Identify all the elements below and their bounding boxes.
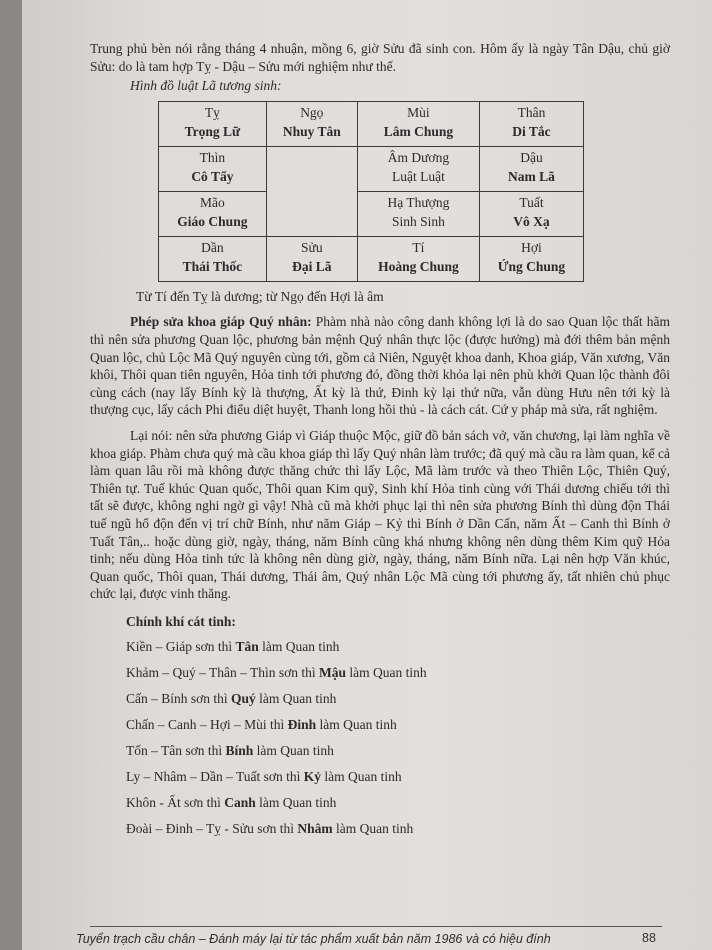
cell-branch: Dậu [520,149,543,165]
table-cell [266,236,357,281]
table-cell [357,101,479,146]
cell-branch: Dần [201,239,224,255]
cell-pitch: Nam Lã [508,168,555,184]
cell-branch: Thìn [199,149,226,165]
cell-branch: Tí [412,239,425,255]
luat-la-table [158,101,584,282]
star-suffix: làm Quan tinh [346,665,427,681]
table-row [159,191,584,236]
star-list-item [126,790,670,816]
table-cell [479,101,583,146]
table-cell [357,146,479,191]
star-prefix: Khảm – Quý – Thân – Thìn sơn thì [126,665,320,681]
table-caption: Hình đồ luật Lã tương sinh: [130,78,282,94]
star-suffix: làm Quan tinh [316,717,397,733]
table-cell [479,236,583,281]
star-list [90,634,670,842]
star-key: Quý [231,691,256,707]
table-cell [479,146,583,191]
star-list-item [126,634,670,660]
star-suffix: làm Quan tinh [321,769,402,785]
cell-branch: Mão [200,194,225,210]
star-prefix: Cấn – Bính sơn thì [126,691,232,707]
book-page [22,0,712,950]
star-prefix: Chấn – Canh – Hợi – Mùi thì [126,717,288,733]
cell-pitch: Hoàng Chung [378,258,459,274]
cell-branch: Ngọ [300,104,324,120]
star-list-item [126,816,670,842]
star-prefix: Tốn – Tân sơn thì [126,743,226,759]
star-key: Tân [235,639,259,655]
footer-divider [90,926,662,927]
table-cell [159,146,267,191]
table-cell [357,191,479,236]
table-row [159,146,584,191]
page-footer: Tuyển trạch cầu chân – Đánh máy lại từ tác phẩm xuất bản năm 1986 và có hiệu đính [76,932,551,946]
star-key: Kỷ [303,769,322,785]
star-suffix: làm Quan tinh [255,691,337,707]
cell-pitch: Luật Luật [391,168,445,184]
paragraph-lead: Phép sửa khoa giáp Quý nhân: [130,314,312,330]
cell-pitch: Thái Thốc [182,258,243,274]
star-suffix: làm Quan tinh [258,639,340,655]
page-content [90,40,670,842]
range-note: Từ Tí đến Tỵ là dương; từ Ngọ đến Hợi là âm [136,288,384,304]
cell-branch: Mùi [407,104,430,120]
star-list-item [126,764,670,790]
star-key: Canh [224,795,256,811]
star-suffix: làm Quan tinh [253,743,334,759]
star-prefix: Đoài – Đinh – Tỵ - Sửu sơn thì [126,821,298,837]
cell-pitch: Lâm Chung [383,123,454,139]
table-cell [479,191,583,236]
star-key: Nhâm [297,821,333,837]
star-suffix: làm Quan tinh [332,821,414,837]
page-number: 88 [642,931,656,945]
table-cell [159,191,267,236]
cell-branch: Hạ Thượng [387,194,450,210]
table-cell [266,101,357,146]
cell-pitch: Ứng Chung [497,258,566,274]
paragraph-body: Phàm nhà nào công danh không lợi là do sao Quan lộc thất hãm thì nên sửa phương Quan lộc, phương bản mệnh Quý nhân thực lộc (được hưởng) mà đới thêm bản mệnh Quan lộc, chủ Lộc Mã Quý nguyên cùng tới, gồm cả Niên, Nguyệt khoa danh, Khoa giáp, Văn xương, Văn khôi, Thôi quan tiên nguyên, Hỏa tinh tới phương đó, đồng thời khỏa lại nên phù khởi Quan lộc thành đôi cùng cách (nay lấy Bính kỳ là thượng, Ất kỳ là thứ, Đinh kỳ lại thứ nữa, vẫn dùng Hưu nên tới kỳ là thượng cục, lấy cách Phi điểu diệt huyệt, Thanh long hồi thủ - là cách cát. Cứ y pháp mà sửa, rất nghiệm. [90,314,670,418]
cell-pitch: Đại Lã [292,258,332,274]
star-prefix: Kiền – Giáp sơn thì [126,639,236,655]
star-list-item [126,686,670,712]
star-prefix: Ly – Nhâm – Dần – Tuất sơn thì [126,769,304,785]
section-title: Chính khí cát tinh: [126,613,236,629]
cell-branch: Âm Dương [387,149,450,165]
paragraph-khoa-giap [90,313,670,419]
star-list-item [126,660,670,686]
table-row [159,101,584,146]
cell-branch: Hợi [521,239,542,255]
star-list-item [126,738,670,764]
intro-paragraph: Trung phủ bèn nói rằng tháng 4 nhuận, mồng 6, giờ Sửu đã sinh con. Hôm ấy là ngày Tân Dậu, chủ giờ Sửu: do là tam hợp Tỵ - Dậu – Sửu mới nghiệm như thế. [90,41,670,74]
cell-branch: Tỵ [204,104,220,120]
table-cell [357,236,479,281]
table-cell [159,236,267,281]
star-key: Đinh [287,717,317,733]
star-key: Mậu [319,665,347,681]
cell-branch: Thân [517,104,546,120]
star-suffix: làm Quan tinh [255,795,337,811]
cell-branch: Sửu [301,239,323,255]
table-cell [159,101,267,146]
star-list-item [126,712,670,738]
cell-pitch: Vô Xạ [513,213,550,229]
paragraph-lai-noi: Lại nói: nên sửa phương Giáp vì Giáp thuộc Mộc, giữ đồ bản sách vở, văn chương, lại làm nghĩa về khoa giáp. Phàm chưa quý mà cầu khoa giáp thì lấy Quý nhân làm trước; đã quý mà cầu ra làm quan, kể cả làm quan lâu rồi mà không được thăng chức thì lấy Lộc, Mã làm trước và theo Thiên Lộc, Thiên Quý, Thiên tự. Tuế khúc Quan quốc, Thôi quan Kim quỹ, Sinh khí Hỏa tinh cùng với Thái dương chiếu tới thì tất sẽ được, không nghi ngờ gì vậy! Nhà cũ mà khởi phục lại thì nên sửa phương Bính thì dùng độn Thái tuế ngũ hổ độn đến vị trí chữ Bính, như năm Giáp – Kỷ thì Bính ở Dần Cấn, năm Ất – Canh thì Bính ở Tuất Tân,.. hoặc dùng giờ, ngày, tháng, năm Bính cũng khá nhưng không nên dùng thêm Kim quỹ Hỏa tinh; nếu dùng Hỏa tinh tức là không nên dùng giờ, ngày, tháng, năm Bính nữa. Lại nên hợp Văn khúc, Quan quốc, Thôi quan, Thái dương, Thái âm, Quý nhân Lộc Mã cùng tới phương ấy, tất nhiên chủ phục chức lại, được vinh thăng. [90,427,670,602]
cell-pitch: Sinh Sinh [391,213,445,229]
cell-pitch: Nhuy Tân [282,123,341,139]
table-row [159,236,584,281]
cell-pitch: Cô Tẩy [191,168,234,184]
cell-pitch: Giáo Chung [177,213,248,229]
table-cell-empty [266,146,357,236]
cell-branch: Tuất [519,194,544,210]
star-key: Bính [225,743,254,759]
cell-pitch: Di Tắc [512,123,551,139]
star-prefix: Khôn - Ất sơn thì [126,795,225,811]
cell-pitch: Trọng Lữ [184,123,241,139]
